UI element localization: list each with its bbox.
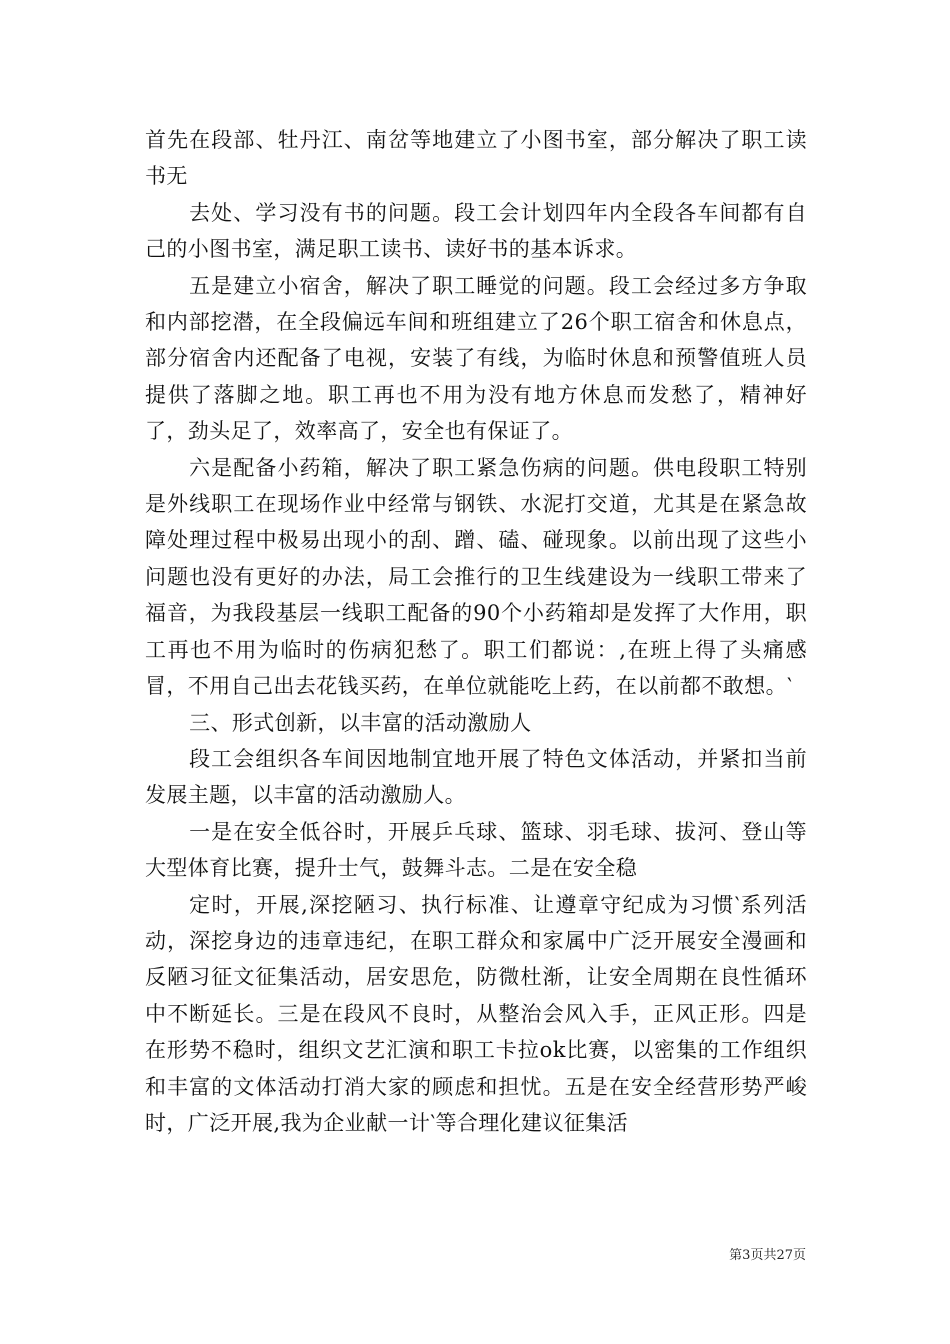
paragraph-6: 段工会组织各车间因地制宜地开展了特色文体活动，并紧扣当前发展主题，以丰富的活动激励人。 bbox=[145, 746, 807, 808]
paragraph-8: 定时，开展,深挖陋习、执行标准、让遵章守纪成为习惯‵系列活动，深挖身边的违章违纪，在职工群众和家属中广泛开展安全漫画和反陋习征文征集活动，居安思危，防微杜渐，让安全周期在良性循环中不断延长。三是在段风不良时，从整治会风入手，正风正形。四是在形势不稳时，组织文艺汇演和职工卡拉ok比赛，以密集的工作组织和丰富的文体活动打消大家的顾虑和担忧。五是在安全经营形势严峻时，广泛开展,我为企业献一计‵等合理化建议征集活 bbox=[145, 892, 807, 1135]
paragraph-1: 首先在段部、牡丹江、南岔等地建立了小图书室，部分解决了职工读书无 bbox=[145, 128, 807, 189]
paragraph-2: 去处、学习没有书的问题。段工会计划四年内全段各车间都有自己的小图书室，满足职工读书、读好书的基本诉求。 bbox=[145, 200, 807, 262]
paragraph-7: 一是在安全低谷时，开展乒乓球、篮球、羽毛球、拔河、登山等大型体育比赛，提升士气，鼓舞斗志。二是在安全稳 bbox=[145, 819, 807, 881]
section-heading: 三、形式创新，以丰富的活动激励人 bbox=[189, 710, 532, 735]
paragraph-4: 六是配备小药箱，解决了职工紧急伤病的问题。供电段职工特别是外线职工在现场作业中经常与钢铁、水泥打交道，尤其是在紧急故障处理过程中极易出现小的刮、蹭、磕、碰现象。以前出现了这些小问题也没有更好的办法，局工会推行的卫生线建设为一线职工带来了福音，为我段基层一线职工配备的90个小药箱却是发挥了大作用，职工再也不用为临时的伤病犯愁了。职工们都说：,在班上得了头痛感冒，不用自己出去花钱买药，在单位就能吃上药，在以前都不敢想。‵ bbox=[145, 455, 807, 699]
page-number-footer: 第3页共27页 bbox=[729, 1248, 806, 1263]
document-body bbox=[145, 122, 807, 1141]
paragraph-3: 五是建立小宿舍，解决了职工睡觉的问题。段工会经过多方争取和内部挖潜，在全段偏远车间和班组建立了26个职工宿舍和休息点，部分宿舍内还配备了电视，安装了有线，为临时休息和预警值班人员提供了落脚之地。职工再也不用为没有地方休息而发愁了，精神好了，劲头足了，效率高了，安全也有保证了。 bbox=[145, 273, 807, 444]
